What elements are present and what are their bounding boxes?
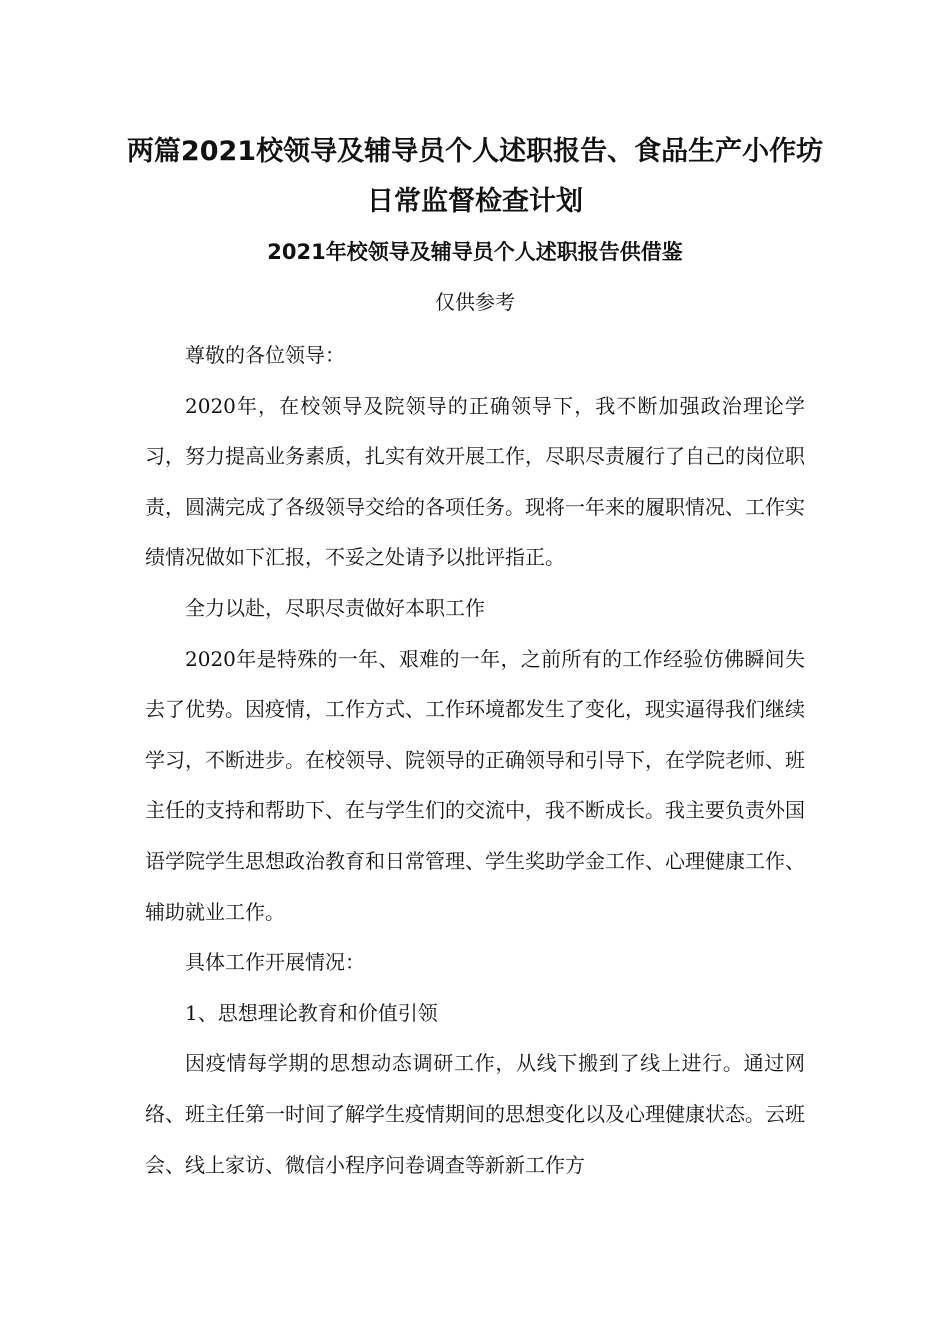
section-heading-paragraph: 全力以赴，尽职尽责做好本职工作 [185, 595, 485, 620]
document-title-line-2: 日常监督检查计划 [367, 186, 583, 217]
section-heading-paragraph: 具体工作开展情况： [185, 950, 365, 975]
body-paragraph: 2020年是特殊的一年、艰难的一年，之前所有的工作经验仿佛瞬间失去了优势。因疫情，工作方式、工作环境都发生了变化，现实逼得我们继续学习，不断进步。在校领导、院领导的正确领导和引导下，在学院老师、班主任的支持和帮助下、在与学生们的交流中，我不断成长。我主要负责外国语学院学生思想政治教育和日常管理、学生奖助学金工作、心理健康工作、辅助就业工作。 [145, 646, 805, 924]
document-subtitle: 2021年校领导及辅导员个人述职报告供借鉴 [267, 240, 683, 264]
body-paragraph: 因疫情每学期的思想动态调研工作，从线下搬到了线上进行。通过网络、班主任第一时间了解学生疫情期间的思想变化以及心理健康状态。云班会、线上家访、微信小程序问卷调查等新新工作方 [145, 1051, 805, 1177]
reference-note: 仅供参考 [435, 290, 515, 314]
document-body [145, 330, 805, 1190]
body-paragraph: 2020年，在校领导及院领导的正确领导下，我不断加强政治理论学习，努力提高业务素质，扎实有效开展工作，尽职尽责履行了自己的岗位职责，圆满完成了各级领导交给的各项任务。现将一年来的履职情况、工作实绩情况做如下汇报，不妥之处请予以批评指正。 [145, 393, 805, 570]
document-title-line-1: 两篇2021校领导及辅导员个人述职报告、食品生产小作坊 [126, 136, 824, 167]
section-heading-paragraph: 1、思想理论教育和价值引领 [185, 1000, 438, 1025]
salutation-paragraph: 尊敬的各位领导： [185, 343, 345, 367]
